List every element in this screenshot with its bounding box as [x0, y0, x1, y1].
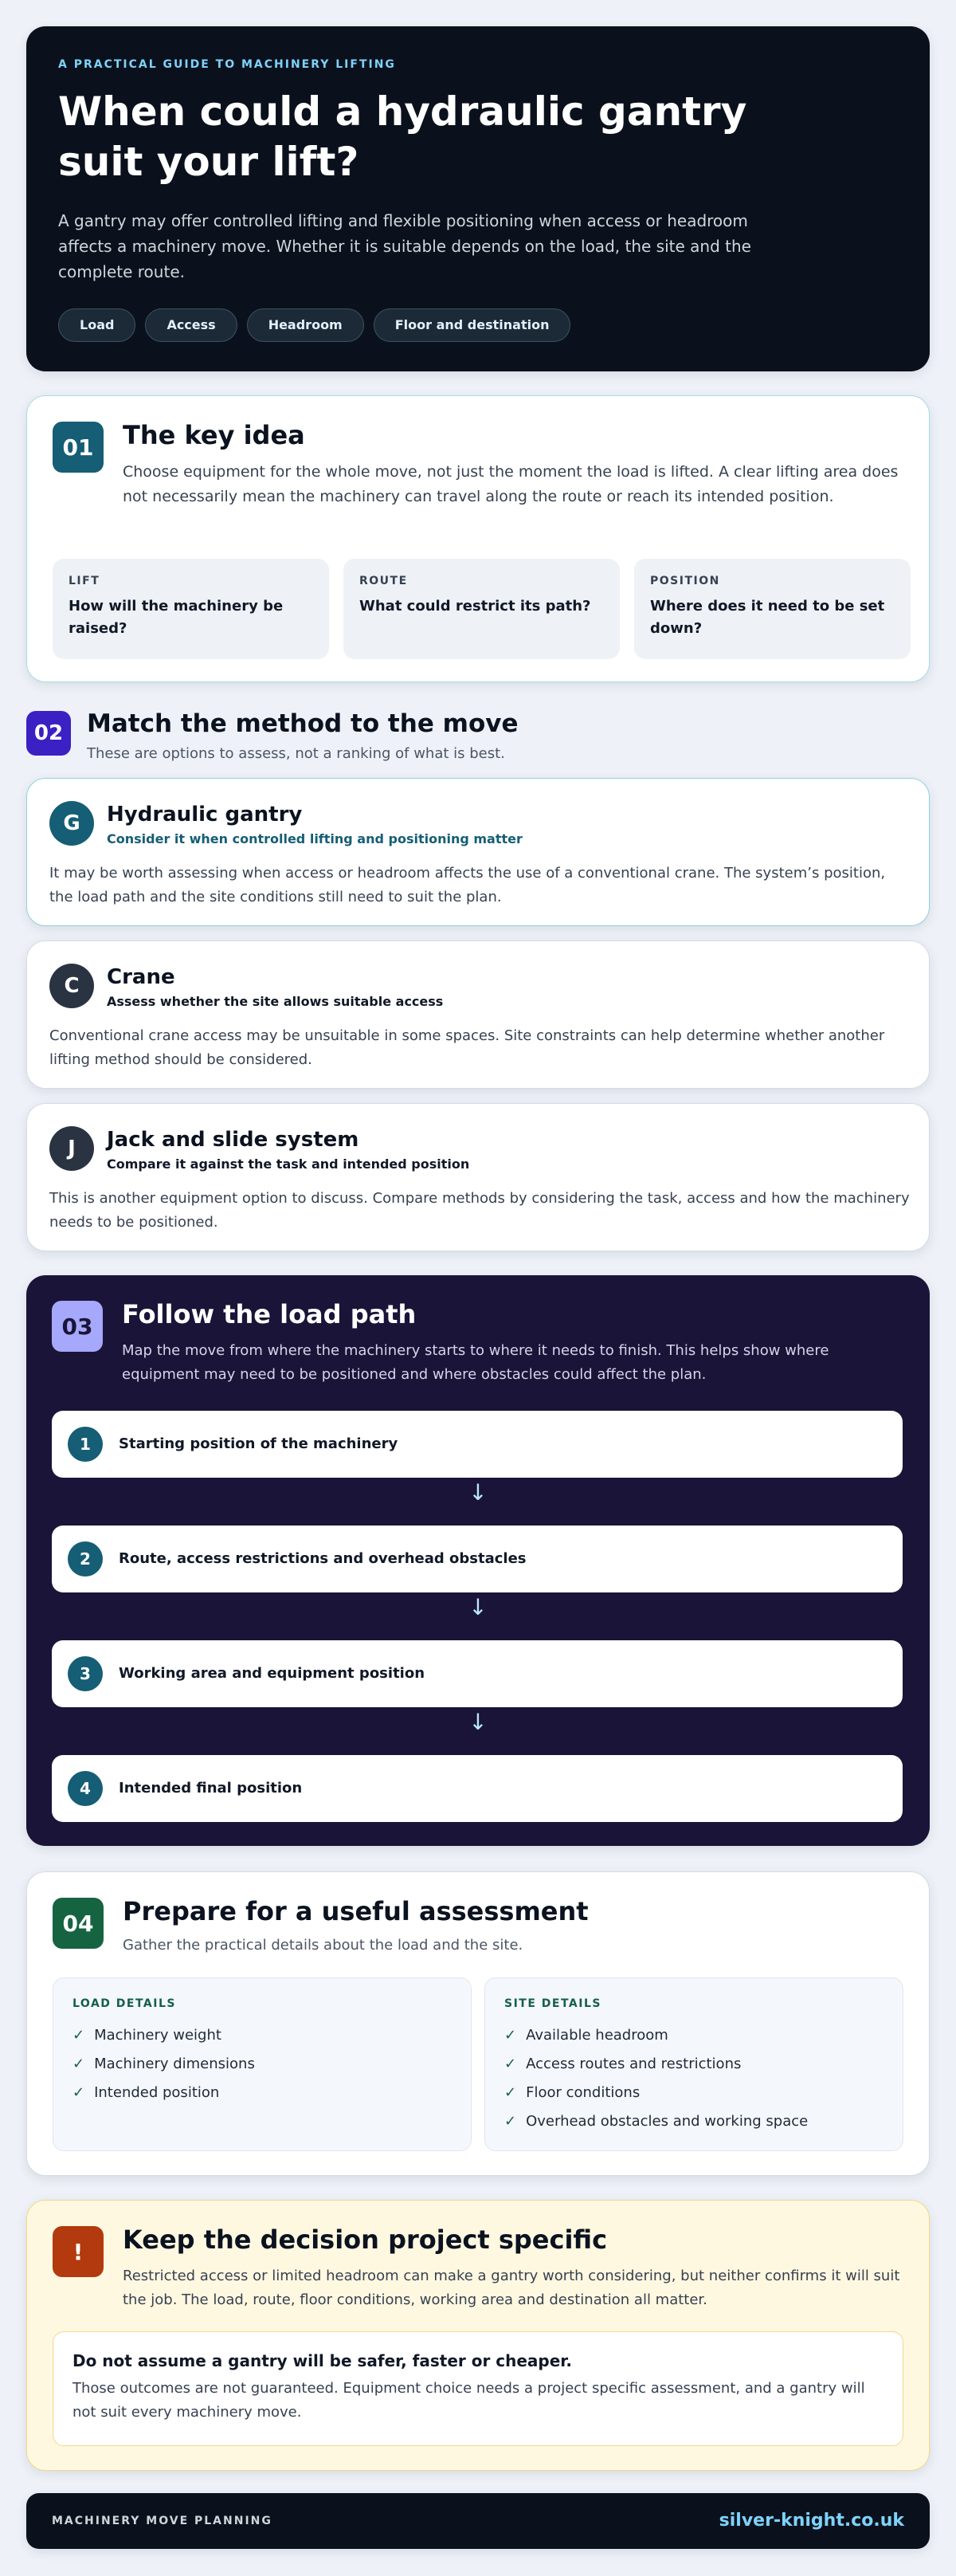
down-arrow-icon: ↓	[468, 1479, 488, 1506]
footer-label: MACHINERY MOVE PLANNING	[52, 2515, 272, 2527]
position-card	[634, 559, 911, 659]
method-tagline: Assess whether the site allows suitable access	[107, 994, 444, 1009]
methods-title: Match the method to the move	[87, 709, 519, 738]
check-icon: ✓	[504, 2084, 517, 2101]
list-item	[504, 2050, 884, 2079]
chip-floor-destination: Floor and destination	[374, 308, 571, 342]
list-item-text: Machinery weight	[94, 2027, 221, 2044]
method-letter-icon: G	[49, 801, 94, 846]
key-idea-section	[26, 395, 930, 682]
list-item	[504, 2021, 884, 2050]
key-idea-text: Choose equipment for the whole move, not just the moment the load is lifted. A clear lifting area does not necessarily mean the machinery can travel along the route or reach its intended position.	[123, 463, 899, 505]
method-card-jack-slide	[26, 1103, 930, 1251]
hero-eyebrow: A PRACTICAL GUIDE TO MACHINERY LIFTING	[58, 58, 396, 71]
step-label: Working area and equipment position	[119, 1665, 425, 1682]
load-path-section	[26, 1275, 930, 1846]
chip-access: Access	[145, 308, 237, 342]
list-item-text: Floor conditions	[526, 2084, 641, 2101]
load-details-label: LOAD DETAILS	[72, 1997, 176, 2010]
list-item	[504, 2079, 884, 2107]
method-description: Conventional crane access may be unsuitable in some spaces. Site constraints can help determine whether another lifting method should be considered.	[49, 1027, 885, 1068]
footer-site-link[interactable]: silver-knight.co.uk	[719, 2511, 904, 2531]
list-item-text: Available headroom	[526, 2027, 668, 2044]
key-idea-title: The key idea	[123, 420, 305, 450]
route-card-label: ROUTE	[359, 575, 408, 587]
load-path-step	[52, 1755, 903, 1822]
load-path-step	[52, 1640, 903, 1707]
method-name: Crane	[107, 965, 175, 989]
step-label: Intended final position	[119, 1780, 303, 1797]
footer	[26, 2493, 930, 2549]
list-item-text: Intended position	[94, 2084, 220, 2101]
down-arrow-icon: ↓	[468, 1709, 488, 1735]
step-label: Starting position of the machinery	[119, 1435, 398, 1452]
method-description: It may be worth assessing when access or headroom affects the use of a conventional crane. The system’s position, the load path and the site conditions still need to suit the plan.	[49, 865, 886, 905]
warning-title: Do not assume a gantry will be safer, faster or cheaper.	[72, 2351, 572, 2370]
check-icon: ✓	[72, 2084, 85, 2101]
load-path-title: Follow the load path	[122, 1299, 417, 1329]
decision-text: Restricted access or limited headroom can make a gantry worth considering, but neither confirms it will suit the job. The load, route, floor conditions, working area and destination all matter.	[123, 2268, 900, 2308]
method-name: Jack and slide system	[107, 1128, 359, 1152]
step-number: 4	[68, 1771, 103, 1806]
load-path-text: Map the move from where the machinery starts to where it needs to finish. This helps show where equipment may need to be positioned and where obstacles could affect the plan.	[122, 1342, 829, 1383]
step-number: 2	[68, 1541, 103, 1577]
key-idea-cards	[53, 559, 911, 659]
load-path-step	[52, 1526, 903, 1592]
chip-load: Load	[58, 308, 135, 342]
load-details-list	[72, 2021, 452, 2107]
list-item-text: Overhead obstacles and working space	[526, 2113, 809, 2130]
check-icon: ✓	[504, 2027, 517, 2044]
method-tagline: Compare it against the task and intended position	[107, 1156, 470, 1172]
step-number: 3	[68, 1656, 103, 1691]
lift-card	[53, 559, 329, 659]
list-item	[72, 2050, 452, 2079]
method-letter-icon: C	[49, 964, 94, 1008]
chip-headroom: Headroom	[247, 308, 364, 342]
step-number: 1	[68, 1427, 103, 1462]
lift-card-question: How will the machinery be raised?	[69, 598, 284, 637]
check-icon: ✓	[72, 2027, 85, 2044]
method-card-crane	[26, 940, 930, 1089]
methods-section-header	[26, 709, 930, 767]
section-number-badge: 02	[26, 711, 71, 756]
section-number-badge: 03	[52, 1301, 103, 1352]
hero-section	[26, 26, 930, 371]
warning-text: Those outcomes are not guaranteed. Equipment choice needs a project specific assessment, and a gantry will not suit every machinery move.	[72, 2380, 865, 2421]
methods-subtitle: These are options to assess, not a ranking of what is best.	[87, 745, 505, 762]
list-item	[504, 2107, 884, 2136]
position-card-question: Where does it need to be set down?	[650, 598, 885, 637]
check-icon: ✓	[72, 2056, 85, 2072]
warning-callout	[53, 2331, 903, 2446]
site-details-panel	[484, 1977, 903, 2151]
page-title: When could a hydraulic gantry suit your lift?	[58, 88, 747, 185]
site-details-label: SITE DETAILS	[504, 1997, 601, 2010]
method-description: This is another equipment option to discuss. Compare methods by considering the task, access and how the machinery needs to be positioned.	[49, 1190, 910, 1231]
load-path-step	[52, 1411, 903, 1478]
method-tagline: Consider it when controlled lifting and positioning matter	[107, 831, 523, 846]
assessment-section	[26, 1871, 930, 2176]
section-number-badge: 04	[53, 1898, 104, 1949]
down-arrow-icon: ↓	[468, 1594, 488, 1620]
route-card	[343, 559, 620, 659]
route-card-question: What could restrict its path?	[359, 598, 591, 615]
warning-icon: !	[53, 2226, 104, 2277]
lift-card-label: LIFT	[69, 575, 100, 587]
method-letter-icon: J	[49, 1126, 94, 1171]
list-item-text: Machinery dimensions	[94, 2056, 255, 2072]
list-item	[72, 2079, 452, 2107]
assessment-subtitle: Gather the practical details about the load and the site.	[123, 1937, 523, 1954]
topic-chips	[58, 308, 898, 342]
site-details-list	[504, 2021, 884, 2136]
step-label: Route, access restrictions and overhead obstacles	[119, 1550, 527, 1567]
load-details-panel	[53, 1977, 472, 2151]
position-card-label: POSITION	[650, 575, 720, 587]
list-item	[72, 2021, 452, 2050]
decision-title: Keep the decision project specific	[123, 2225, 608, 2255]
assessment-title: Prepare for a useful assessment	[123, 1896, 589, 1926]
check-icon: ✓	[504, 2113, 517, 2130]
section-number-badge: 01	[53, 422, 104, 473]
hero-intro: A gantry may offer controlled lifting and flexible positioning when access or headroom affects a machinery move. Whether it is suitable depends on the load, the site and the complete route.	[58, 211, 751, 281]
method-name: Hydraulic gantry	[107, 803, 303, 827]
decision-section	[26, 2200, 930, 2471]
check-icon: ✓	[504, 2056, 517, 2072]
method-card-hydraulic-gantry	[26, 778, 930, 926]
list-item-text: Access routes and restrictions	[526, 2056, 742, 2072]
